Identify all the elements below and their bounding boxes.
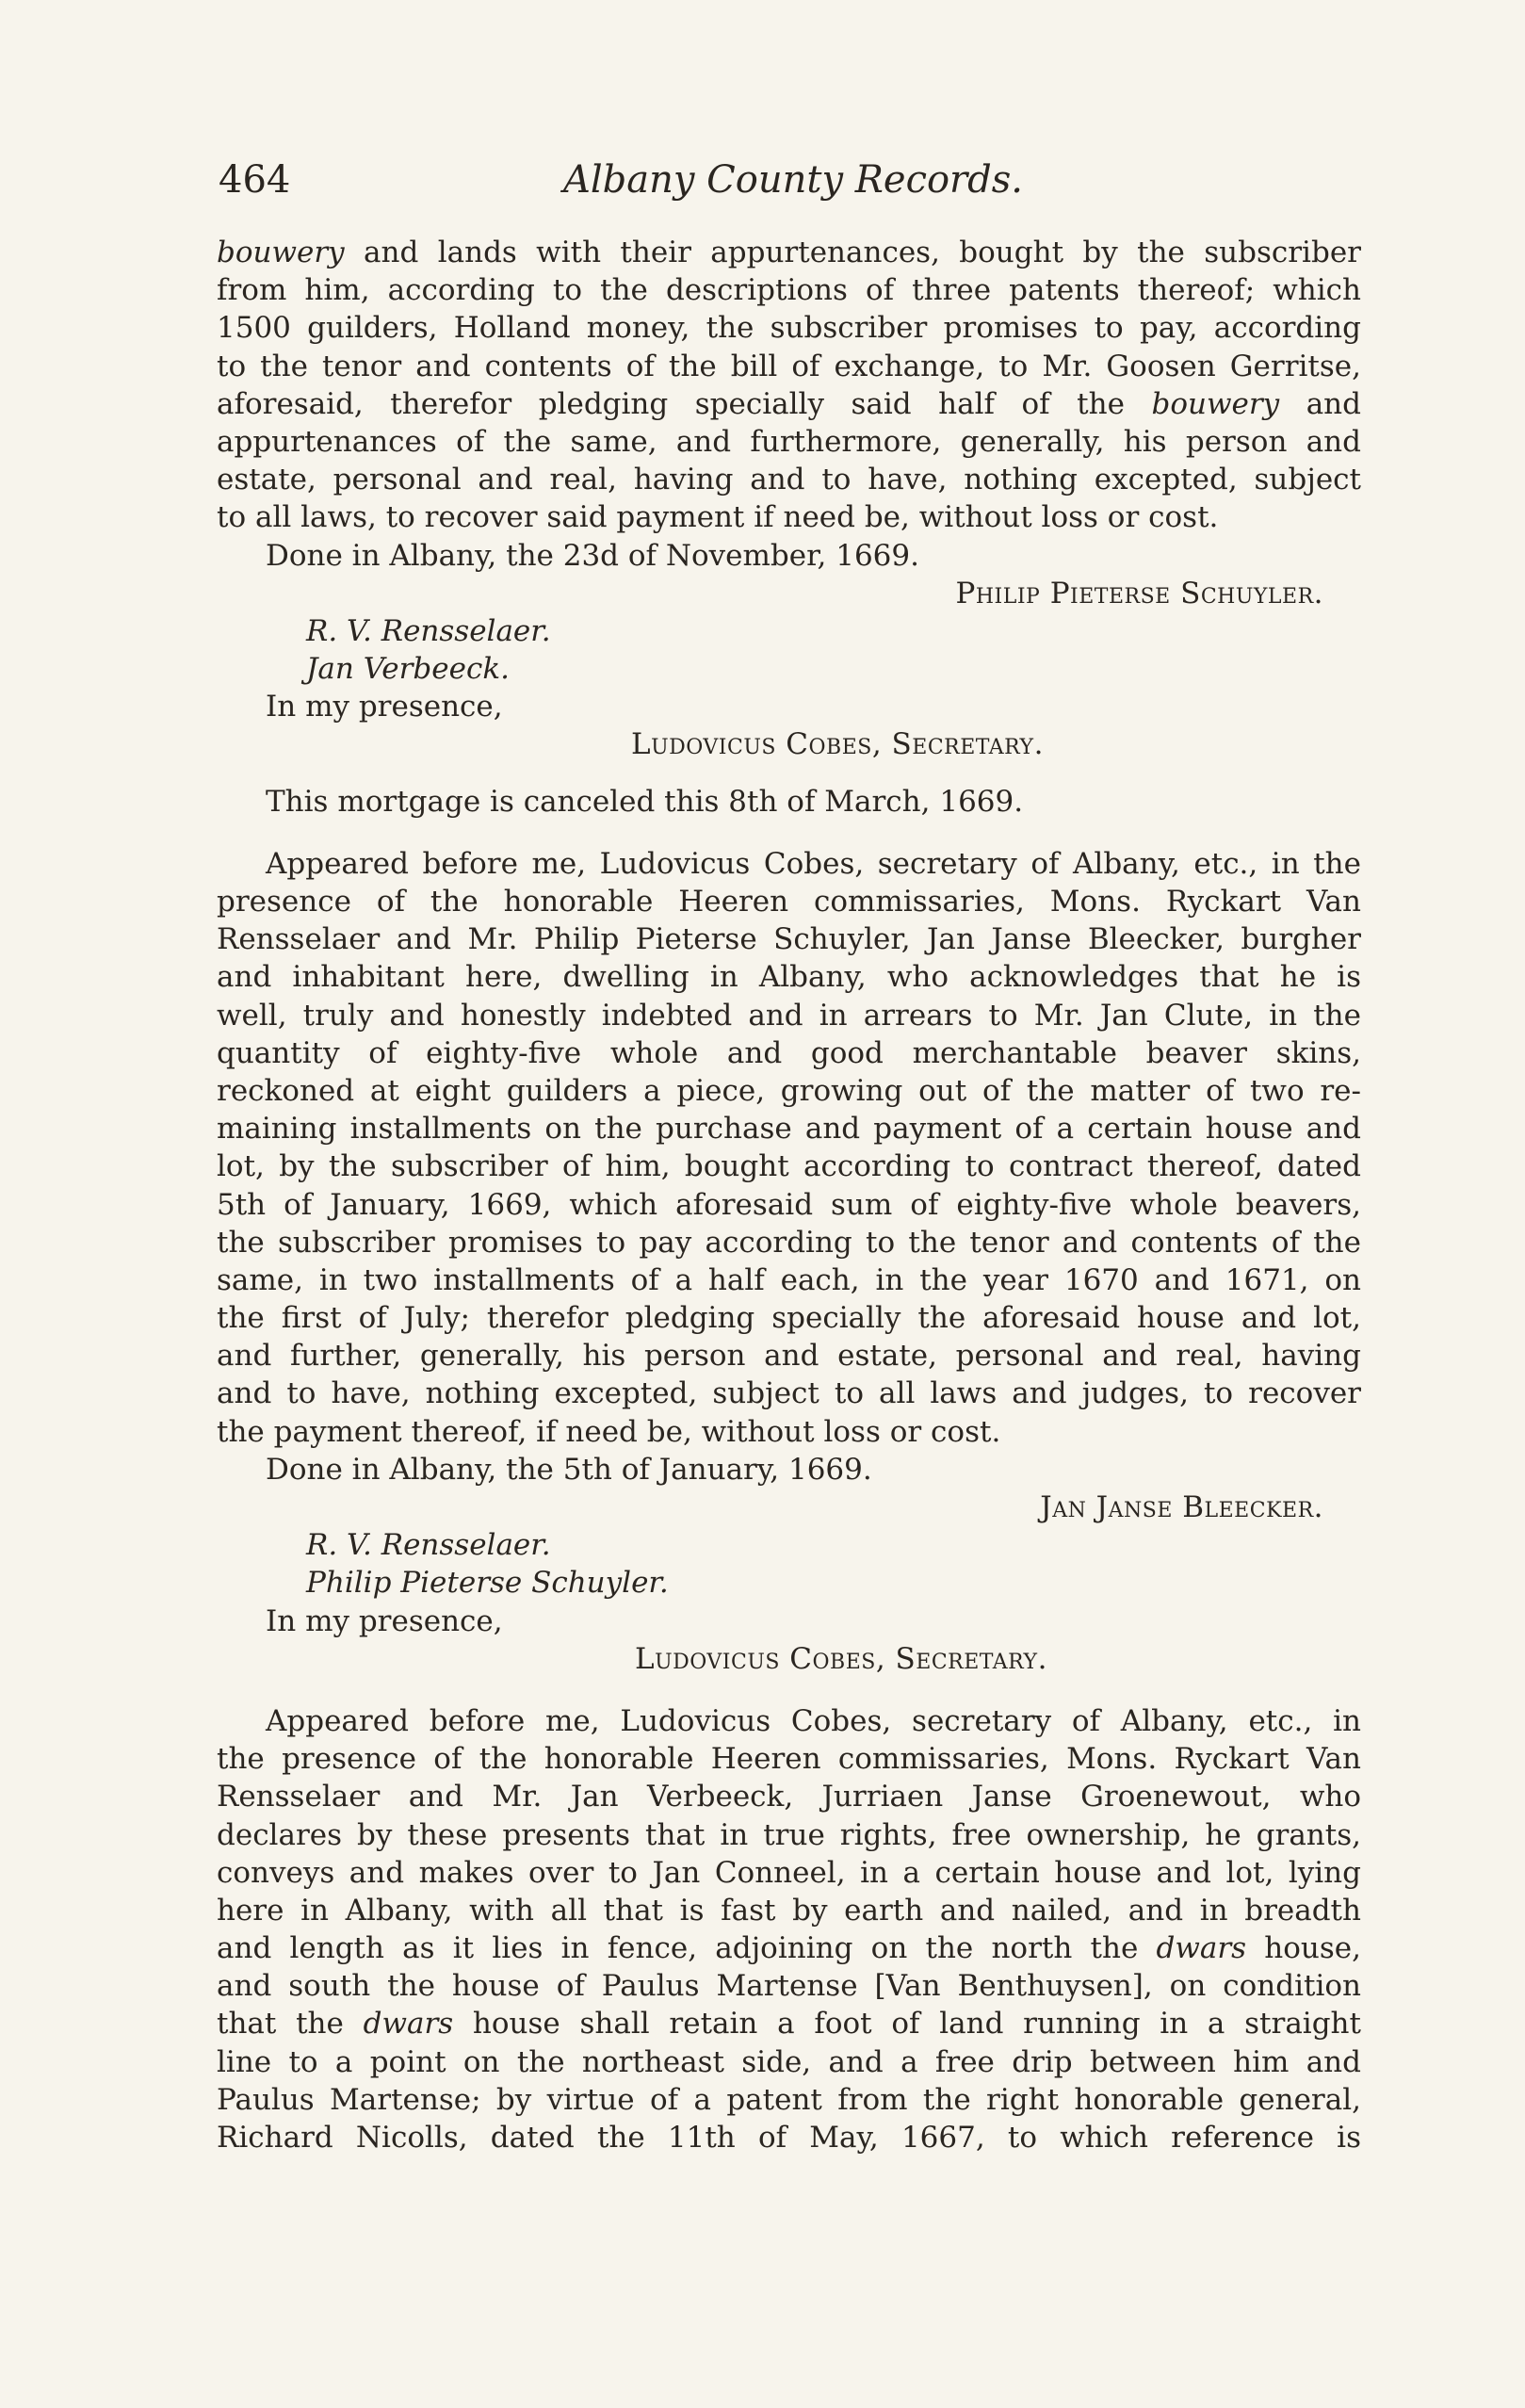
secretary-signature: Ludovicus Cobes, Secretary. <box>635 1641 1047 1676</box>
text-line: Appeared before me, Ludovicus Cobes, secretary of Albany, etc., in the <box>266 846 1361 881</box>
text-line: the payment thereof, if need be, without loss or cost. <box>217 1414 1001 1449</box>
text-span: and length as it lies in fence, adjoining on the north the <box>217 1931 1157 1966</box>
text-line: same, in two installments of a half each, in the year 1670 and 1671, on <box>217 1262 1361 1297</box>
signer-name: Philip Pieterse Schuyler. <box>955 576 1323 610</box>
witness-name: Philip Pieterse Schuyler. <box>306 1566 669 1601</box>
spacer <box>217 821 1361 845</box>
text-span: and <box>1279 386 1361 421</box>
text-line <box>217 1929 1361 1967</box>
mortgage-schuyler <box>217 234 1361 821</box>
text-line: lot, by the subscriber of him, bought according to contract thereof, dated <box>217 1149 1361 1184</box>
text-line: Richard Nicolls, dated the 11th of May, 1667, to which reference is <box>217 2121 1361 2155</box>
text-line: to all laws, to recover said payment if need be, without loss or cost. <box>217 500 1219 535</box>
text-line: estate, personal and real, having and to have, nothing excepted, subject <box>217 463 1361 497</box>
italic-term: bouwery <box>1151 386 1280 421</box>
text-line: and to have, nothing excepted, subject to all laws and judges, to recover <box>217 1376 1361 1411</box>
done-line: Done in Albany, the 23d of November, 1669. <box>266 538 919 573</box>
text-line: and south the house of Paulus Martense [Van Benthuysen], on condition <box>217 1969 1361 2004</box>
text-line: the subscriber promises to pay according to the tenor and contents of the <box>217 1225 1361 1260</box>
spacer <box>217 764 1361 783</box>
text-line: 1500 guilders, Holland money, the subscriber promises to pay, according <box>217 311 1361 346</box>
text-line: the first of July; therefor pledging specially the aforesaid house and lot, <box>217 1301 1361 1336</box>
running-title: Albany County Records. <box>562 158 1024 202</box>
deed-groenewout <box>217 1702 1361 2156</box>
text-line <box>217 234 1361 271</box>
text-line: here in Albany, with all that is fast by earth and nailed, and in breadth <box>217 1893 1361 1928</box>
text-line: and inhabitant here, dwelling in Albany, who acknowledges that he is <box>217 960 1361 995</box>
text-line: reckoned at eight guilders a piece, growing out of the matter of two re- <box>217 1073 1361 1108</box>
text-line: declares by these presents that in true rights, free ownership, he grants, <box>217 1817 1361 1852</box>
italic-term: dwars <box>363 2007 454 2042</box>
text-line: to the tenor and contents of the bill of exchange, to Mr. Goosen Gerritse, <box>217 349 1361 383</box>
italic-term: dwars <box>1156 1931 1247 1966</box>
presence-line: In my presence, <box>266 690 503 724</box>
text-line: line to a point on the northeast side, and a free drip between him and <box>217 2044 1361 2079</box>
text-line: presence of the honorable Heeren commissaries, Mons. Ryckart Van <box>217 885 1361 919</box>
spacer <box>217 1678 1361 1702</box>
witness-name: Jan Verbeeck. <box>306 652 510 687</box>
text-line <box>217 385 1361 423</box>
text-line: Rensselaer and Mr. Philip Pieterse Schuyler, Jan Janse Bleecker, burgher <box>217 922 1361 957</box>
witness-name: R. V. Rensselaer. <box>306 1528 551 1563</box>
presence-line: In my presence, <box>266 1603 503 1638</box>
done-line: Done in Albany, the 5th of January, 1669. <box>266 1452 872 1487</box>
text-line: the presence of the honorable Heeren commissaries, Mons. Ryckart Van <box>217 1742 1361 1777</box>
deed-bleecker <box>217 845 1361 1678</box>
cancellation-note: This mortgage is canceled this 8th of March, 1669. <box>266 784 1024 819</box>
text-line: Appeared before me, Ludovicus Cobes, secretary of Albany, etc., in <box>266 1703 1361 1738</box>
secretary-signature: Ludovicus Cobes, Secretary. <box>631 727 1044 762</box>
text-line <box>217 2005 1361 2042</box>
page-body <box>217 234 1361 2156</box>
text-line: quantity of eighty-five whole and good merchantable beaver skins, <box>217 1035 1361 1070</box>
text-span: that the <box>217 2007 364 2042</box>
text-span: aforesaid, therefor pledging specially said half of the <box>217 386 1152 421</box>
text-line: appurtenances of the same, and furthermore, generally, his person and <box>217 424 1361 459</box>
text-line: well, truly and honestly indebted and in arrears to Mr. Jan Clute, in the <box>217 998 1361 1033</box>
text-line: maining installments on the purchase and payment of a certain house and <box>217 1112 1361 1147</box>
text-line: Rensselaer and Mr. Jan Verbeeck, Jurriaen Janse Groenewout, who <box>217 1780 1361 1814</box>
text-span: house, <box>1246 1931 1361 1966</box>
text-line: and further, generally, his person and estate, personal and real, having <box>217 1339 1361 1374</box>
text-line: Paulus Martense; by virtue of a patent from the right honorable general, <box>217 2082 1361 2117</box>
text-line: 5th of January, 1669, which aforesaid sum of eighty-five whole beavers, <box>217 1187 1361 1222</box>
text-line: conveys and makes over to Jan Conneel, in a certain house and lot, lying <box>217 1855 1361 1890</box>
text-line: from him, according to the descriptions of three patents thereof; which <box>217 273 1361 308</box>
witness-name: R. V. Rensselaer. <box>306 613 551 648</box>
italic-term: bouwery <box>217 236 345 269</box>
page-number: 464 <box>219 158 291 202</box>
page-header <box>219 158 1368 215</box>
text-span: house shall retain a foot of land running in a straight <box>453 2007 1361 2042</box>
text-span: and lands with their appurtenances, bought by the subscriber <box>344 236 1361 269</box>
signer-name: Jan Janse Bleecker. <box>1040 1490 1323 1524</box>
